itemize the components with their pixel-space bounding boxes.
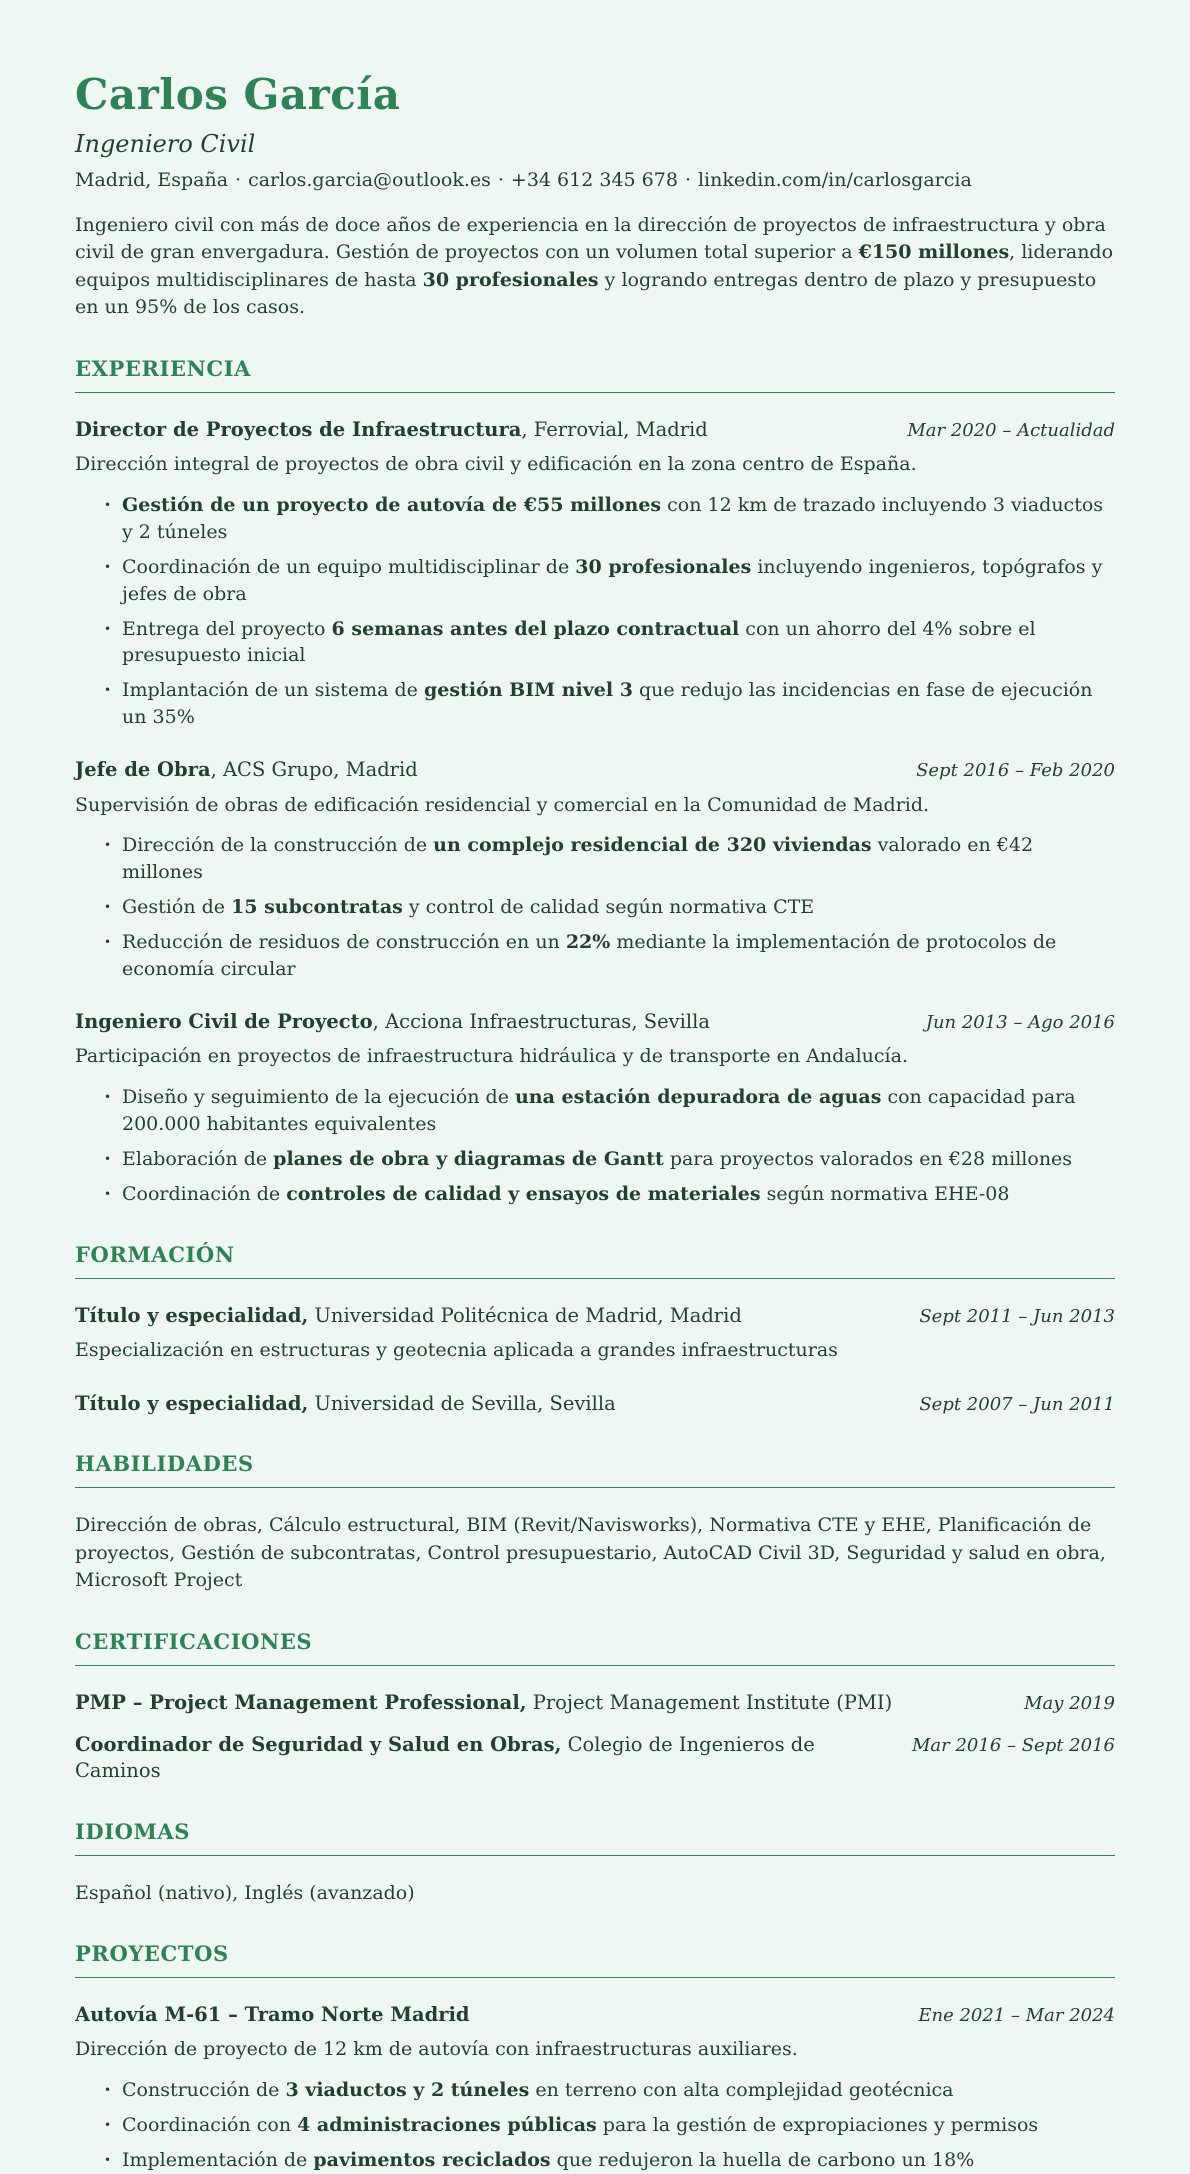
section-heading-experiencia: EXPERIENCIA (75, 355, 252, 381)
person-name: Carlos García (75, 70, 401, 119)
entry-title (75, 757, 418, 783)
entry-head (75, 1732, 1115, 1785)
text-segment: según normativa EHE-08 (760, 1182, 1010, 1205)
entry-title-rest: Project Management Institute (PMI) (526, 1690, 893, 1714)
section-heading-habilidades: HABILIDADES (75, 1450, 254, 1476)
entry-title-rest: , Ferrovial, Madrid (521, 417, 708, 441)
bullet-item (122, 2077, 1115, 2104)
text-segment: para la gestión de expropiaciones y permisos (596, 2113, 1039, 2136)
bold-text-segment: controles de calidad y ensayos de materiales (286, 1182, 761, 1205)
section-rule (75, 1977, 1115, 1978)
bold-text-segment: Gestión de un proyecto de autovía de €55 millones (122, 493, 662, 516)
text-segment: con capacidad para 200.000 habitantes equivalentes (122, 1085, 1076, 1135)
entry-title-bold: PMP – Project Management Professional, (75, 1690, 527, 1714)
entry-title (75, 1391, 616, 1417)
entry-title-bold: Título y especialidad, (75, 1303, 309, 1327)
section-rule (75, 1487, 1115, 1488)
text-segment: valorado en €42 millones (122, 834, 1034, 884)
bold-text-segment: €150 millones (858, 241, 1010, 264)
section-heading-formacion: FORMACIÓN (75, 1241, 235, 1267)
sections-container (75, 356, 1115, 2174)
contact-phone[interactable]: +34 612 345 678 (510, 168, 678, 191)
idiomas-text: Español (nativo), Inglés (avanzado) (75, 1881, 415, 1904)
entry-head (75, 1690, 1115, 1716)
entry-title (75, 1009, 710, 1035)
bold-text-segment: pavimentos reciclados (313, 2148, 551, 2171)
text-segment: Diseño y seguimiento de la ejecución de (122, 1085, 515, 1108)
section-body-certificaciones (75, 1690, 1115, 1785)
bold-text-segment: un complejo residencial de 320 viviendas (433, 834, 872, 857)
entry-description: Dirección de proyecto de 12 km de autovía con infraestructuras auxiliares. (75, 2038, 798, 2061)
entry-description: Especialización en estructuras y geotecnia aplicada a grandes infraestructuras (75, 1339, 838, 1362)
entry (75, 1303, 1115, 1365)
entry-title-bold: Título y especialidad, (75, 1391, 309, 1415)
entry-date: Jun 2013 – Ago 2016 (925, 1012, 1115, 1034)
text-segment: , liderando equipos multidisciplinares de hasta (75, 241, 1114, 291)
entry-date: Sept 2007 – Jun 2011 (919, 1393, 1115, 1415)
text-segment: Ingeniero civil con más de doce años de experiencia en la dirección de proyectos de infraestructura y obra civil de gran envergadura. Gestión de proyectos con un volumen total superior a (75, 213, 1106, 264)
resume-header (75, 72, 1115, 322)
section-body-habilidades (75, 1512, 1115, 1595)
contact-linkedin[interactable]: linkedin.com/in/carlosgarcia (697, 168, 972, 191)
bullet-item (122, 2147, 1115, 2174)
entry-title-rest: Colegio de Ingenieros de Caminos (75, 1732, 815, 1783)
entry-title (75, 1732, 892, 1785)
section-body-formacion (75, 1303, 1115, 1417)
bullet-item (122, 929, 1115, 983)
bullet-item (122, 677, 1115, 731)
text-segment: con 12 km de trazado incluyendo 3 viaductos y 2 túneles (122, 493, 1104, 543)
section-heading-certificaciones: CERTIFICACIONES (75, 1628, 313, 1654)
text-segment: Coordinación de un equipo multidisciplinar de (122, 555, 576, 578)
bold-text-segment: 30 profesionales (575, 555, 752, 578)
entry-head (75, 1391, 1115, 1417)
bullet-item (122, 554, 1115, 608)
entry-date: Sept 2011 – Jun 2013 (919, 1305, 1115, 1327)
entry-title (75, 1303, 742, 1329)
entry-date: May 2019 (1024, 1692, 1115, 1714)
text-segment: Elaboración de (122, 1147, 274, 1170)
contact-line (75, 167, 1115, 194)
contact-separator: · (684, 168, 691, 191)
entry-title-bold: Jefe de Obra (75, 758, 211, 782)
entry-title-rest: Universidad Politécnica de Madrid, Madrid (308, 1303, 742, 1327)
section-formacion (75, 1242, 1115, 1417)
section-heading-proyectos: PROYECTOS (75, 1941, 229, 1967)
entry-title-bold: Autovía M-61 – Tramo Norte Madrid (75, 2003, 470, 2027)
bold-text-segment: gestión BIM nivel 3 (423, 679, 633, 702)
habilidades-text: Dirección de obras, Cálculo estructural, BIM (Revit/Navisworks), Normativa CTE y EHE, Planificación de proyectos, Gestión de subcontratas, Control presupuestario, AutoCAD Civil 3D, Seguridad y salud en obra, Microsoft Project (75, 1513, 1106, 1592)
bold-text-segment: 6 semanas antes del plazo contractual (331, 617, 740, 640)
entry (75, 417, 1115, 732)
text-segment: Reducción de residuos de construcción en un (122, 931, 566, 954)
text-segment: con un ahorro del 4% sobre el presupuesto inicial (122, 617, 1036, 667)
entry (75, 2002, 1115, 2174)
bold-text-segment: 30 profesionales (422, 268, 599, 291)
entry-title (75, 1690, 892, 1716)
text-segment: que redujo las incidencias en fase de ejecución un 35% (122, 679, 1093, 729)
text-segment: Coordinación de (122, 1182, 287, 1205)
section-rule (75, 1665, 1115, 1666)
entry-description: Supervisión de obras de edificación residencial y comercial en la Comunidad de Madrid. (75, 793, 930, 816)
text-segment: y logrando entregas dentro de plazo y presupuesto en un 95% de los casos. (75, 268, 1097, 319)
bullet-item (122, 894, 1115, 921)
entry-bullet-list (75, 2077, 1115, 2174)
entry-title-rest: , ACS Grupo, Madrid (210, 758, 418, 782)
text-segment: Construcción de (122, 2078, 286, 2101)
entry-head (75, 1303, 1115, 1329)
bullet-item (122, 1146, 1115, 1173)
section-heading-idiomas: IDIOMAS (75, 1818, 191, 1844)
summary-paragraph (75, 212, 1115, 322)
text-segment: Entrega del proyecto (122, 617, 332, 640)
text-segment: en terreno con alta complejidad geotécnica (529, 2078, 954, 2101)
bullet-item (122, 492, 1115, 546)
bullet-item (122, 1084, 1115, 1138)
text-segment: Implantación de un sistema de (122, 679, 424, 702)
bold-text-segment: una estación depuradora de aguas (514, 1085, 882, 1108)
bullet-item (122, 1181, 1115, 1208)
text-segment: para proyectos valorados en €28 millones (663, 1147, 1073, 1170)
entry (75, 1732, 1115, 1785)
entry-head (75, 417, 1115, 443)
entry-head (75, 2002, 1115, 2028)
entry-head (75, 757, 1115, 783)
entry-bullet-list (75, 832, 1115, 983)
contact-separator: · (497, 168, 504, 191)
entry-title (75, 417, 708, 443)
section-idiomas (75, 1819, 1115, 1908)
contact-location: Madrid, España (75, 168, 229, 191)
person-title: Ingeniero Civil (75, 130, 256, 159)
entry-bullet-list (75, 1084, 1115, 1208)
section-experiencia (75, 356, 1115, 1208)
entry-bullet-list (75, 492, 1115, 732)
contact-email[interactable]: carlos.garcia@outlook.es (248, 168, 491, 191)
entry-title-bold: Director de Proyectos de Infraestructura (75, 417, 522, 441)
text-segment: Gestión de (122, 896, 232, 919)
section-body-experiencia (75, 417, 1115, 1208)
text-segment: Implementación de (122, 2148, 314, 2171)
entry-title-rest: , Acciona Infraestructuras, Sevilla (372, 1010, 710, 1034)
text-segment: incluyendo ingenieros, topógrafos y jefes de obra (122, 555, 1103, 605)
section-rule (75, 1278, 1115, 1279)
entry (75, 1009, 1115, 1208)
bold-text-segment: 3 viaductos y 2 túneles (285, 2078, 530, 2101)
section-body-proyectos (75, 2002, 1115, 2174)
bullet-item (122, 2112, 1115, 2139)
contact-separator: · (235, 168, 242, 191)
section-proyectos (75, 1941, 1115, 2174)
entry-description: Dirección integral de proyectos de obra civil y edificación en la zona centro de España. (75, 453, 917, 476)
section-certificaciones (75, 1629, 1115, 1785)
entry-head (75, 1009, 1115, 1035)
bullet-item (122, 832, 1115, 886)
entry-date: Mar 2016 – Sept 2016 (911, 1734, 1115, 1756)
bold-text-segment: planes de obra y diagramas de Gantt (273, 1147, 664, 1170)
section-habilidades (75, 1451, 1115, 1595)
entry-title-bold: Ingeniero Civil de Proyecto (75, 1010, 373, 1034)
entry-title-rest: Universidad de Sevilla, Sevilla (308, 1391, 616, 1415)
entry-title-bold: Coordinador de Seguridad y Salud en Obras, (75, 1732, 562, 1756)
entry-date: Sept 2016 – Feb 2020 (916, 760, 1115, 782)
text-segment: Dirección de la construcción de (122, 834, 434, 857)
text-segment: Coordinación con (122, 2113, 298, 2136)
section-rule (75, 1855, 1115, 1856)
bold-text-segment: 4 administraciones públicas (297, 2113, 597, 2136)
section-body-idiomas (75, 1880, 1115, 1908)
entry-date: Mar 2020 – Actualidad (907, 419, 1115, 441)
entry-description: Participación en proyectos de infraestructura hidráulica y de transporte en Andalucía. (75, 1045, 909, 1068)
entry (75, 1391, 1115, 1417)
bold-text-segment: 22% (565, 931, 611, 954)
entry (75, 757, 1115, 983)
entry-date: Ene 2021 – Mar 2024 (918, 2005, 1115, 2027)
section-rule (75, 392, 1115, 393)
entry (75, 1690, 1115, 1716)
bold-text-segment: 15 subcontratas (231, 896, 403, 919)
text-segment: que redujeron la huella de carbono un 18% (550, 2148, 975, 2171)
text-segment: mediante la implementación de protocolos de economía circular (122, 931, 1057, 981)
text-segment: y control de calidad según normativa CTE (402, 896, 815, 919)
bullet-item (122, 616, 1115, 670)
entry-title (75, 2002, 470, 2028)
